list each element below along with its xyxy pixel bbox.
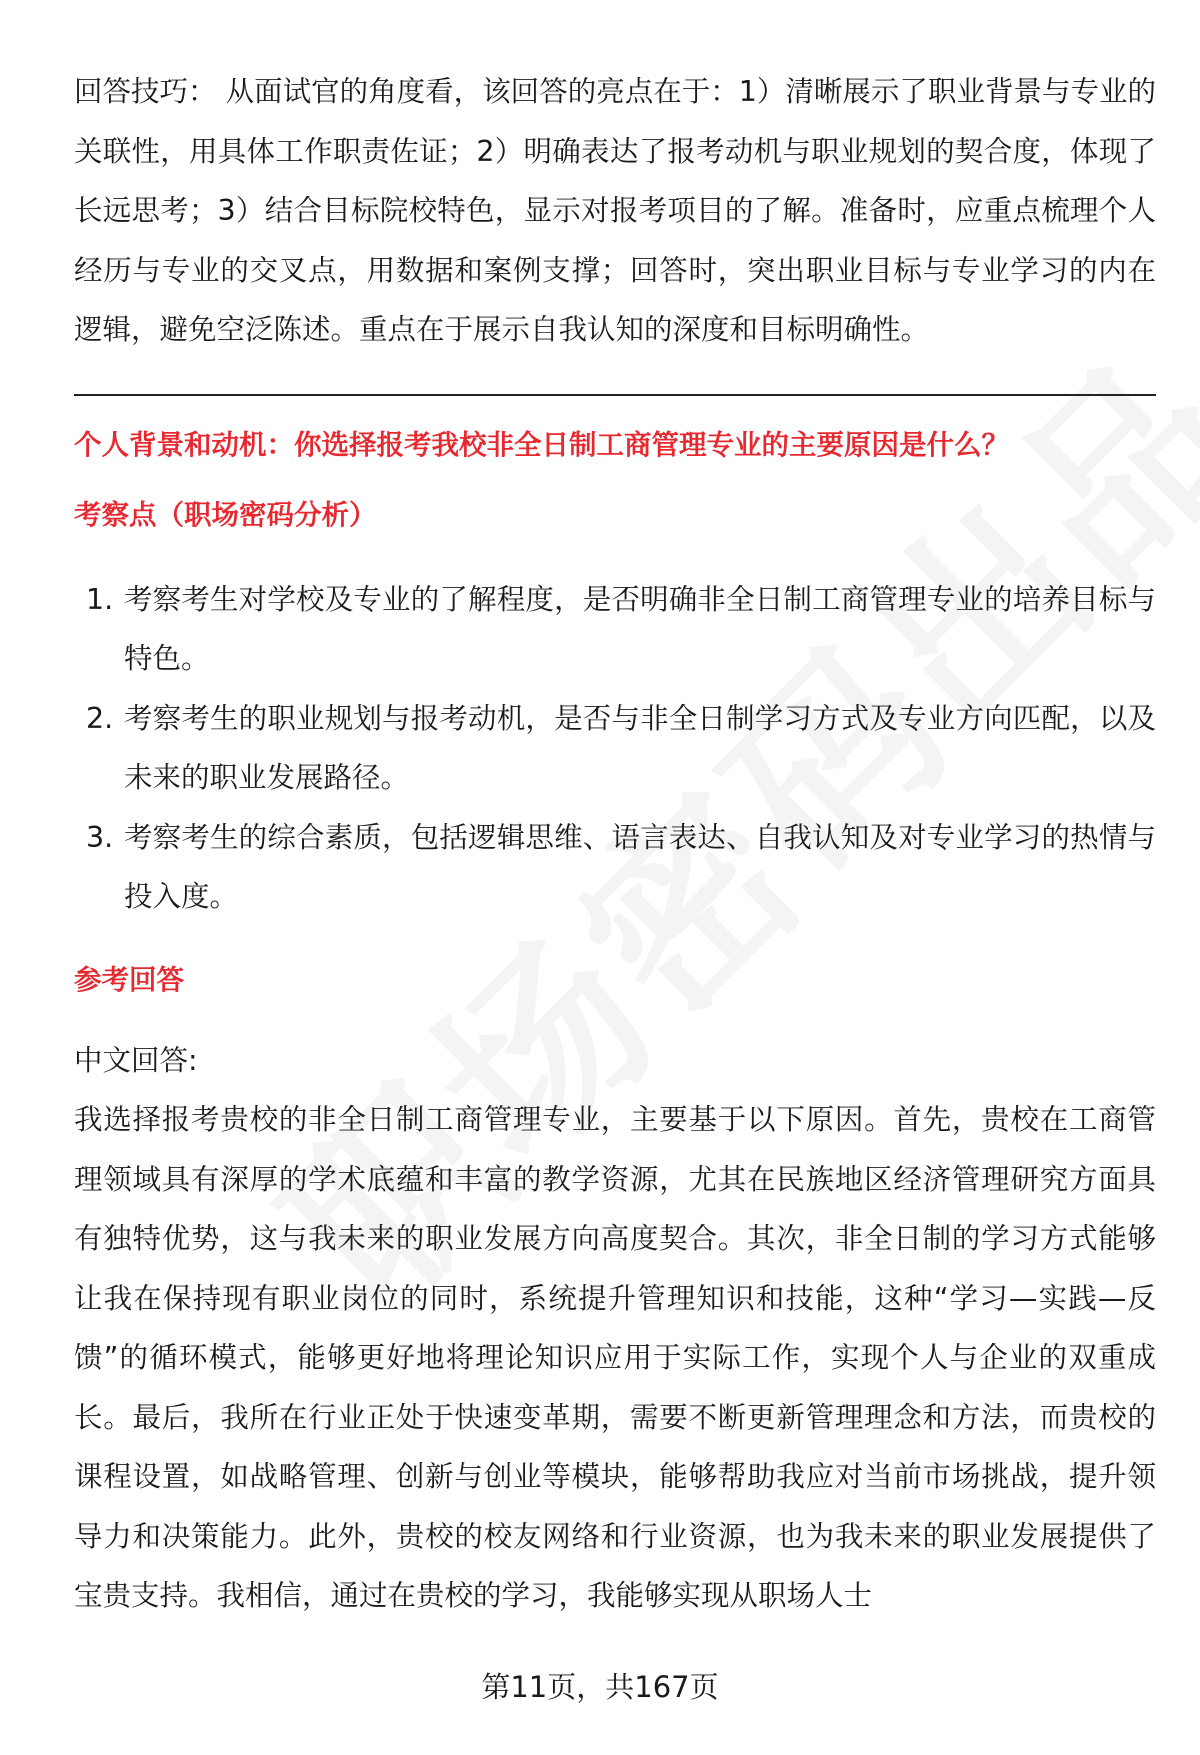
section-divider [74, 394, 1156, 396]
list-item [74, 808, 1156, 927]
list-item-number: 2. [86, 701, 114, 735]
document-page [74, 62, 1156, 1626]
page-number: 第11页，共167页 [481, 1670, 719, 1704]
answer-tip-paragraph: 回答技巧： 从面试官的角度看，该回答的亮点在于：1）清晰展示了职业背景与专业的关联性，用具体工作职责佐证；2）明确表达了报考动机与职业规划的契合度，体现了长远思考；3）结合目标院校特色，显示对报考项目的了解。准备时，应重点梳理个人经历与专业的交叉点，用数据和案例支撑；回答时，突出职业目标与专业学习的内在逻辑，避免空泛陈述。重点在于展示自我认知的深度和目标明确性。 [74, 75, 1156, 346]
list-item-text: 考察考生对学校及专业的了解程度，是否明确非全日制工商管理专业的培养目标与特色。 [124, 582, 1156, 675]
list-item-text: 考察考生的职业规划与报考动机，是否与非全日制学习方式及专业方向匹配，以及未来的职业发展路径。 [124, 701, 1156, 794]
assessment-points-list [74, 570, 1156, 927]
list-item [74, 570, 1156, 689]
chinese-answer-label: 中文回答: [74, 1043, 198, 1077]
question-title: 个人背景和动机：你选择报考我校非全日制工商管理专业的主要原因是什么？ [74, 428, 1009, 461]
reference-answer-paragraph: 我选择报考贵校的非全日制工商管理专业，主要基于以下原因。首先，贵校在工商管理领域具有深厚的学术底蕴和丰富的教学资源，尤其在民族地区经济管理研究方面具有独特优势，这与我未来的职业发展方向高度契合。其次，非全日制的学习方式能够让我在保持现有职业岗位的同时，系统提升管理知识和技能，这种“学习—实践—反馈”的循环模式，能够更好地将理论知识应用于实际工作，实现个人与企业的双重成长。最后，我所在行业正处于快速变革期，需要不断更新管理理念和方法，而贵校的课程设置，如战略管理、创新与创业等模块，能够帮助我应对当前市场挑战，提升领导力和决策能力。此外，贵校的校友网络和行业资源，也为我未来的职业发展提供了宝贵支持。我相信，通过在贵校的学习，我能够实现从职场人士 [74, 1103, 1156, 1612]
assessment-heading: 考察点（职场密码分析） [74, 498, 377, 531]
list-item-number: 1. [86, 582, 114, 616]
list-item [74, 689, 1156, 808]
list-item-text: 考察考生的综合素质，包括逻辑思维、语言表达、自我认知及对专业学习的热情与投入度。 [124, 820, 1156, 913]
reference-heading: 参考回答 [74, 963, 184, 996]
list-item-number: 3. [86, 820, 114, 854]
